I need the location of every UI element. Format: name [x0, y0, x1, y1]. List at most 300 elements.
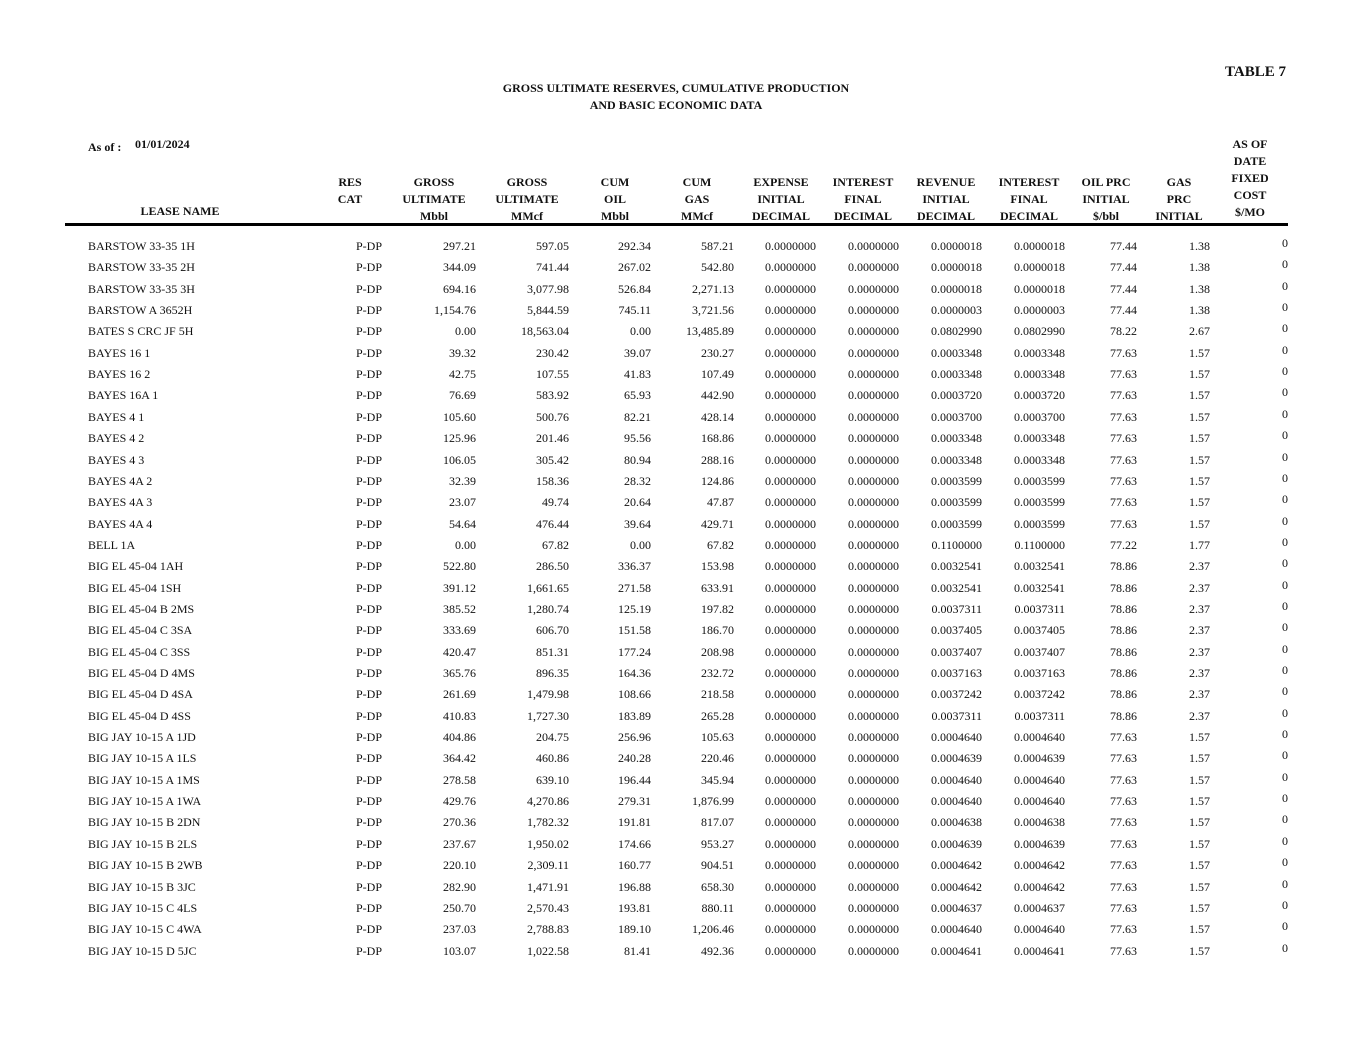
gross-ultimate-gas-cell: 158.36: [536, 473, 569, 488]
res-cat-cell: P-DP: [356, 495, 383, 510]
header-text: EXPENSE: [753, 175, 809, 189]
table-row: [0, 407, 1365, 428]
lease-name-cell: BIG JAY 10-15 C 4LS: [88, 900, 198, 915]
header-text: GROSS: [506, 175, 548, 189]
res-cat-cell: P-DP: [356, 943, 383, 958]
gas-price-cell: 2.37: [1189, 708, 1210, 723]
revenue-initial-cell: 0.0003700: [931, 409, 982, 424]
expense-initial-cell: 0.0000000: [765, 794, 816, 809]
gross-ultimate-gas-cell: 305.42: [536, 452, 569, 467]
res-cat-cell: P-DP: [356, 687, 383, 702]
fixed-cost-cell: 0: [1282, 705, 1288, 720]
revenue-initial-cell: 0.0032541: [931, 580, 982, 595]
fixed-cost-cell: 0: [1282, 300, 1288, 315]
res-cat-cell: P-DP: [356, 281, 383, 296]
fixed-cost-cell: 0: [1282, 663, 1288, 677]
oil-price-cell: 78.86: [1110, 708, 1137, 723]
table-row: [0, 919, 1365, 940]
fixed-cost-cell: 0: [1282, 385, 1288, 400]
cum-gas-cell: 220.46: [701, 751, 734, 766]
gas-price-cell: 1.38: [1189, 281, 1210, 296]
lease-name-cell: BIG JAY 10-15 A 1JD: [88, 730, 196, 745]
gas-price-cell: 1.57: [1189, 473, 1210, 488]
gross-ultimate-gas-cell: 460.86: [536, 751, 569, 766]
revenue-initial-cell: 0.0003348: [931, 367, 982, 382]
interest-final-2-cell: 0.0003348: [1014, 431, 1065, 446]
table-row: [0, 834, 1365, 855]
gross-ultimate-oil-cell: 220.10: [443, 858, 476, 873]
gas-price-cell: 1.57: [1189, 431, 1210, 446]
gross-ultimate-gas-cell: 67.82: [542, 537, 569, 552]
lease-name-cell: BIG JAY 10-15 A 1LS: [88, 751, 197, 766]
gross-ultimate-oil-cell: 0.00: [455, 537, 476, 552]
oil-price-cell: 77.63: [1110, 794, 1137, 809]
revenue-initial-cell: 0.0004640: [931, 772, 982, 787]
res-cat-cell: P-DP: [356, 730, 383, 745]
revenue-initial-cell: 0.0000018: [931, 260, 982, 275]
report-title-line-1: GROSS ULTIMATE RESERVES, CUMULATIVE PRODUCTION: [502, 81, 850, 95]
interest-final-2-cell: 0.0000003: [1014, 303, 1065, 318]
table-row: [0, 748, 1365, 769]
table-row: [0, 791, 1365, 812]
header-text: PRC: [1166, 192, 1192, 206]
revenue-initial-cell: 0.0004642: [931, 879, 982, 894]
cum-oil-cell: 125.19: [618, 601, 651, 616]
gas-price-cell: 1.57: [1189, 452, 1210, 467]
lease-name-cell: BAYES 4A 2: [88, 473, 153, 488]
cum-gas-cell: 232.72: [701, 666, 734, 680]
cum-oil-cell: 164.36: [618, 666, 651, 680]
header-text: DECIMAL: [833, 209, 892, 223]
cum-oil-cell: 0.00: [630, 537, 651, 552]
lease-name-cell: BIG EL 45-04 1AH: [88, 559, 184, 574]
header-text: DECIMAL: [751, 209, 810, 223]
header-text: INITIAL: [1155, 209, 1203, 223]
cum-oil-cell: 189.10: [618, 922, 651, 937]
expense-initial-cell: 0.0000000: [765, 452, 816, 467]
header-text: FINAL: [844, 192, 882, 206]
oil-price-cell: 78.86: [1110, 559, 1137, 574]
fixed-cost-cell: 0: [1282, 428, 1288, 443]
gross-ultimate-gas-cell: 500.76: [536, 409, 569, 424]
revenue-initial-cell: 0.0004637: [931, 900, 982, 915]
cum-oil-cell: 183.89: [618, 708, 651, 723]
res-cat-cell: P-DP: [356, 858, 383, 873]
interest-final-1-cell: 0.0000000: [848, 836, 899, 851]
gross-ultimate-gas-cell: 1,280.74: [527, 601, 569, 616]
gross-ultimate-oil-cell: 103.07: [443, 943, 476, 958]
res-cat-cell: P-DP: [356, 794, 383, 809]
interest-final-2-cell: 0.0000018: [1014, 239, 1065, 253]
gross-ultimate-oil-cell: 429.76: [443, 794, 476, 809]
gross-ultimate-oil-cell: 32.39: [449, 473, 476, 488]
gross-ultimate-gas-cell: 597.05: [536, 239, 569, 253]
header-interest-final-2: [992, 174, 1066, 225]
table-row: [0, 428, 1365, 449]
gross-ultimate-oil-cell: 261.69: [443, 687, 476, 702]
gross-ultimate-gas-cell: 2,788.83: [527, 922, 569, 937]
expense-initial-cell: 0.0000000: [765, 601, 816, 616]
revenue-initial-cell: 0.0003599: [931, 473, 982, 488]
gas-price-cell: 2.37: [1189, 666, 1210, 680]
gas-price-cell: 2.37: [1189, 623, 1210, 638]
fixed-cost-cell: 0: [1282, 577, 1288, 592]
cum-oil-cell: 160.77: [618, 858, 651, 873]
gross-ultimate-oil-cell: 410.83: [443, 708, 476, 723]
revenue-initial-cell: 0.0003599: [931, 516, 982, 531]
oil-price-cell: 77.63: [1110, 900, 1137, 915]
cum-gas-cell: 186.70: [701, 623, 734, 638]
cum-gas-cell: 153.98: [701, 559, 734, 574]
fixed-cost-cell: 0: [1282, 492, 1288, 507]
interest-final-1-cell: 0.0000000: [848, 473, 899, 488]
revenue-initial-cell: 0.0004639: [931, 836, 982, 851]
fixed-cost-cell: 0: [1282, 812, 1288, 827]
header-text: INITIAL: [922, 192, 970, 206]
expense-initial-cell: 0.0000000: [765, 836, 816, 851]
lease-name-cell: BIG EL 45-04 D 4SS: [88, 708, 191, 723]
gross-ultimate-oil-cell: 23.07: [449, 495, 476, 510]
cum-oil-cell: 256.96: [618, 730, 651, 745]
gross-ultimate-oil-cell: 106.05: [443, 452, 476, 467]
expense-initial-cell: 0.0000000: [765, 516, 816, 531]
interest-final-2-cell: 0.0003700: [1014, 409, 1065, 424]
as-of-date: 01/01/2024: [135, 137, 190, 151]
revenue-initial-cell: 0.0004640: [931, 730, 982, 745]
cum-oil-cell: 745.11: [618, 303, 651, 318]
gas-price-cell: 1.57: [1189, 794, 1210, 809]
interest-final-2-cell: 0.0004642: [1014, 879, 1065, 894]
cum-oil-cell: 95.56: [624, 431, 651, 446]
report-title-line-2: AND BASIC ECONOMIC DATA: [589, 98, 763, 112]
oil-price-cell: 77.63: [1110, 495, 1137, 510]
fixed-cost-cell: 0: [1282, 321, 1288, 336]
interest-final-2-cell: 0.0037163: [1014, 666, 1065, 680]
cum-gas-cell: 13,485.89: [686, 324, 734, 339]
header-text: FIXED: [1231, 171, 1269, 185]
table-row: [0, 364, 1365, 385]
gross-ultimate-oil-cell: 270.36: [443, 815, 476, 830]
interest-final-1-cell: 0.0000000: [848, 623, 899, 638]
cum-gas-cell: 208.98: [701, 644, 734, 659]
header-lease-name: [120, 203, 240, 220]
expense-initial-cell: 0.0000000: [765, 580, 816, 595]
gross-ultimate-oil-cell: 39.32: [449, 345, 476, 360]
cum-oil-cell: 28.32: [624, 473, 651, 488]
cum-gas-cell: 265.28: [701, 708, 734, 723]
fixed-cost-cell: 0: [1282, 684, 1288, 699]
table-row: [0, 706, 1365, 727]
expense-initial-cell: 0.0000000: [765, 409, 816, 424]
interest-final-1-cell: 0.0000000: [848, 815, 899, 830]
oil-price-cell: 77.63: [1110, 858, 1137, 873]
fixed-cost-cell: 0: [1282, 470, 1288, 485]
gross-ultimate-oil-cell: 694.16: [443, 281, 476, 296]
interest-final-2-cell: 0.0004641: [1014, 943, 1065, 958]
header-text: AS OF: [1232, 137, 1268, 151]
interest-final-2-cell: 0.0032541: [1014, 559, 1065, 574]
res-cat-cell: P-DP: [356, 900, 383, 915]
gross-ultimate-oil-cell: 282.90: [443, 879, 476, 894]
gas-price-cell: 1.57: [1189, 367, 1210, 382]
interest-final-2-cell: 0.0037407: [1014, 644, 1065, 659]
gross-ultimate-oil-cell: 333.69: [443, 623, 476, 638]
cum-oil-cell: 279.31: [618, 794, 651, 809]
header-text: DECIMAL: [916, 209, 975, 223]
oil-price-cell: 77.63: [1110, 730, 1137, 745]
lease-name-cell: BIG JAY 10-15 A 1MS: [88, 772, 200, 787]
lease-name-cell: BAYES 4 1: [88, 409, 145, 424]
fixed-cost-cell: 0: [1282, 897, 1288, 912]
oil-price-cell: 78.22: [1110, 324, 1137, 339]
interest-final-1-cell: 0.0000000: [848, 900, 899, 915]
oil-price-cell: 77.63: [1110, 751, 1137, 766]
interest-final-1-cell: 0.0000000: [848, 303, 899, 318]
interest-final-2-cell: 0.0004640: [1014, 772, 1065, 787]
table-row: [0, 321, 1365, 342]
expense-initial-cell: 0.0000000: [765, 324, 816, 339]
cum-oil-cell: 336.37: [618, 559, 651, 574]
fixed-cost-cell: 0: [1282, 641, 1288, 656]
cum-gas-cell: 124.86: [701, 473, 734, 488]
fixed-cost-cell: 0: [1282, 534, 1288, 549]
table-row: [0, 684, 1365, 705]
header-text: ULTIMATE: [495, 192, 559, 206]
cum-gas-cell: 3,721.56: [692, 303, 734, 318]
oil-price-cell: 78.86: [1110, 623, 1137, 638]
oil-price-cell: 78.86: [1110, 601, 1137, 616]
oil-price-cell: 77.63: [1110, 879, 1137, 894]
gas-price-cell: 1.57: [1189, 495, 1210, 510]
interest-final-2-cell: 0.0003348: [1014, 345, 1065, 360]
gas-price-cell: 1.77: [1189, 537, 1210, 552]
interest-final-2-cell: 0.0004638: [1014, 815, 1065, 830]
header-text: FINAL: [1010, 192, 1048, 206]
gross-ultimate-gas-cell: 741.44: [536, 260, 569, 275]
gas-price-cell: 2.37: [1189, 559, 1210, 574]
gross-ultimate-oil-cell: 344.09: [443, 260, 476, 275]
res-cat-cell: P-DP: [356, 623, 383, 638]
table-row: [0, 556, 1365, 577]
cum-oil-cell: 39.64: [624, 516, 651, 531]
interest-final-1-cell: 0.0000000: [848, 601, 899, 616]
expense-initial-cell: 0.0000000: [765, 815, 816, 830]
gross-ultimate-gas-cell: 18,563.04: [521, 324, 569, 339]
gross-ultimate-gas-cell: 1,782.32: [527, 815, 569, 830]
expense-initial-cell: 0.0000000: [765, 730, 816, 745]
fixed-cost-cell: 0: [1282, 257, 1288, 272]
fixed-cost-cell: 0: [1282, 919, 1288, 934]
fixed-cost-cell: 0: [1282, 513, 1288, 528]
gross-ultimate-oil-cell: 1,154.76: [434, 303, 476, 318]
cum-gas-cell: 168.86: [701, 431, 734, 446]
expense-initial-cell: 0.0000000: [765, 687, 816, 702]
header-fixed-cost: [1220, 136, 1280, 221]
revenue-initial-cell: 0.0003599: [931, 495, 982, 510]
expense-initial-cell: 0.0000000: [765, 858, 816, 873]
gross-ultimate-oil-cell: 54.64: [449, 516, 476, 531]
res-cat-cell: P-DP: [356, 580, 383, 595]
revenue-initial-cell: 0.0004640: [931, 794, 982, 809]
interest-final-2-cell: 0.0004639: [1014, 836, 1065, 851]
interest-final-1-cell: 0.0000000: [848, 452, 899, 467]
revenue-initial-cell: 0.0802990: [931, 324, 982, 339]
cum-gas-cell: 288.16: [701, 452, 734, 467]
gross-ultimate-gas-cell: 1,661.65: [527, 580, 569, 595]
interest-final-1-cell: 0.0000000: [848, 495, 899, 510]
expense-initial-cell: 0.0000000: [765, 751, 816, 766]
gross-ultimate-oil-cell: 250.70: [443, 900, 476, 915]
header-text: Mbbl: [600, 209, 629, 223]
interest-final-1-cell: 0.0000000: [848, 388, 899, 403]
revenue-initial-cell: 0.0000018: [931, 239, 982, 253]
cum-gas-cell: 345.94: [701, 772, 734, 787]
gross-ultimate-oil-cell: 420.47: [443, 644, 476, 659]
cum-oil-cell: 196.88: [618, 879, 651, 894]
expense-initial-cell: 0.0000000: [765, 303, 816, 318]
revenue-initial-cell: 0.0000018: [931, 281, 982, 296]
interest-final-1-cell: 0.0000000: [848, 708, 899, 723]
gross-ultimate-gas-cell: 5,844.59: [527, 303, 569, 318]
revenue-initial-cell: 0.1100000: [931, 537, 982, 552]
table-row: [0, 300, 1365, 321]
oil-price-cell: 77.44: [1110, 260, 1137, 275]
cum-oil-cell: 271.58: [618, 580, 651, 595]
interest-final-2-cell: 0.0037242: [1014, 687, 1065, 702]
oil-price-cell: 77.44: [1110, 281, 1137, 296]
fixed-cost-cell: 0: [1282, 620, 1288, 635]
gross-ultimate-oil-cell: 42.75: [449, 367, 476, 382]
expense-initial-cell: 0.0000000: [765, 879, 816, 894]
cum-oil-cell: 81.41: [624, 943, 651, 958]
interest-final-1-cell: 0.0000000: [848, 431, 899, 446]
cum-oil-cell: 41.83: [624, 367, 651, 382]
table-row: [0, 450, 1365, 471]
header-text: INITIAL: [757, 192, 805, 206]
oil-price-cell: 77.63: [1110, 473, 1137, 488]
interest-final-1-cell: 0.0000000: [848, 324, 899, 339]
interest-final-1-cell: 0.0000000: [848, 922, 899, 937]
gross-ultimate-oil-cell: 125.96: [443, 431, 476, 446]
fixed-cost-cell: 0: [1282, 364, 1288, 379]
table-row: [0, 257, 1365, 278]
gas-price-cell: 1.57: [1189, 345, 1210, 360]
table-row: [0, 898, 1365, 919]
oil-price-cell: 77.63: [1110, 516, 1137, 531]
res-cat-cell: P-DP: [356, 601, 383, 616]
header-text: CAT: [337, 192, 363, 206]
interest-final-1-cell: 0.0000000: [848, 772, 899, 787]
gross-ultimate-gas-cell: 583.92: [536, 388, 569, 403]
res-cat-cell: P-DP: [356, 260, 383, 275]
interest-final-1-cell: 0.0000000: [848, 943, 899, 958]
cum-oil-cell: 80.94: [624, 452, 651, 467]
oil-price-cell: 77.63: [1110, 943, 1137, 958]
gross-ultimate-gas-cell: 230.42: [536, 345, 569, 360]
interest-final-2-cell: 0.0004640: [1014, 794, 1065, 809]
res-cat-cell: P-DP: [356, 751, 383, 766]
gas-price-cell: 1.57: [1189, 516, 1210, 531]
fixed-cost-cell: 0: [1282, 833, 1288, 848]
expense-initial-cell: 0.0000000: [765, 772, 816, 787]
header-gas-price: [1149, 174, 1209, 225]
header-text: CUM: [682, 175, 712, 189]
interest-final-1-cell: 0.0000000: [848, 730, 899, 745]
lease-name-cell: BIG JAY 10-15 B 3JC: [88, 879, 196, 894]
gas-price-cell: 1.57: [1189, 730, 1210, 745]
cum-gas-cell: 230.27: [701, 345, 734, 360]
gross-ultimate-oil-cell: 385.52: [443, 601, 476, 616]
table-row: [0, 620, 1365, 641]
oil-price-cell: 77.63: [1110, 431, 1137, 446]
gross-ultimate-oil-cell: 297.21: [443, 239, 476, 253]
revenue-initial-cell: 0.0032541: [931, 559, 982, 574]
interest-final-2-cell: 0.0003599: [1014, 495, 1065, 510]
cum-gas-cell: 67.82: [707, 537, 734, 552]
cum-gas-cell: 817.07: [701, 815, 734, 830]
table-row: [0, 535, 1365, 556]
lease-name-cell: BIG EL 45-04 C 3SS: [88, 644, 191, 659]
oil-price-cell: 78.86: [1110, 644, 1137, 659]
cum-gas-cell: 105.63: [701, 730, 734, 745]
table-row: [0, 578, 1365, 599]
gas-price-cell: 2.37: [1189, 687, 1210, 702]
gas-price-cell: 1.38: [1189, 303, 1210, 318]
lease-name-cell: BIG JAY 10-15 A 1WA: [88, 794, 202, 809]
revenue-initial-cell: 0.0037407: [931, 644, 982, 659]
cum-oil-cell: 82.21: [624, 409, 651, 424]
fixed-cost-cell: 0: [1282, 940, 1288, 955]
lease-name-cell: BARSTOW A 3652H: [88, 303, 193, 318]
gas-price-cell: 1.57: [1189, 772, 1210, 787]
header-oil-price: [1076, 174, 1136, 225]
res-cat-cell: P-DP: [356, 345, 383, 360]
table-label: TABLE 7: [1225, 64, 1286, 80]
table-row: [0, 855, 1365, 876]
gas-price-cell: 1.38: [1189, 260, 1210, 275]
revenue-initial-cell: 0.0004642: [931, 858, 982, 873]
lease-name-cell: BIG EL 45-04 C 3SA: [88, 623, 193, 638]
header-interest-final-1: [827, 174, 899, 225]
cum-gas-cell: 953.27: [701, 836, 734, 851]
table-row: [0, 877, 1365, 898]
res-cat-cell: P-DP: [356, 879, 383, 894]
table-row: [0, 770, 1365, 791]
expense-initial-cell: 0.0000000: [765, 431, 816, 446]
expense-initial-cell: 0.0000000: [765, 666, 816, 680]
gas-price-cell: 2.37: [1189, 601, 1210, 616]
gross-ultimate-gas-cell: 639.10: [536, 772, 569, 787]
oil-price-cell: 78.86: [1110, 580, 1137, 595]
cum-oil-cell: 174.66: [618, 836, 651, 851]
header-gross-ultimate-oil: [394, 174, 474, 225]
gross-ultimate-gas-cell: 2,309.11: [527, 858, 569, 873]
oil-price-cell: 78.86: [1110, 666, 1137, 680]
res-cat-cell: P-DP: [356, 815, 383, 830]
header-text: DECIMAL: [999, 209, 1058, 223]
gas-price-cell: 1.57: [1189, 900, 1210, 915]
interest-final-1-cell: 0.0000000: [848, 666, 899, 680]
revenue-initial-cell: 0.0037163: [931, 666, 982, 680]
interest-final-1-cell: 0.0000000: [848, 239, 899, 253]
cum-gas-cell: 107.49: [701, 367, 734, 382]
interest-final-2-cell: 0.0000018: [1014, 281, 1065, 296]
lease-name-cell: BARSTOW 33-35 1H: [88, 239, 195, 253]
gross-ultimate-oil-cell: 365.76: [443, 666, 476, 680]
oil-price-cell: 77.63: [1110, 388, 1137, 403]
table-row: [0, 812, 1365, 833]
gross-ultimate-oil-cell: 237.67: [443, 836, 476, 851]
